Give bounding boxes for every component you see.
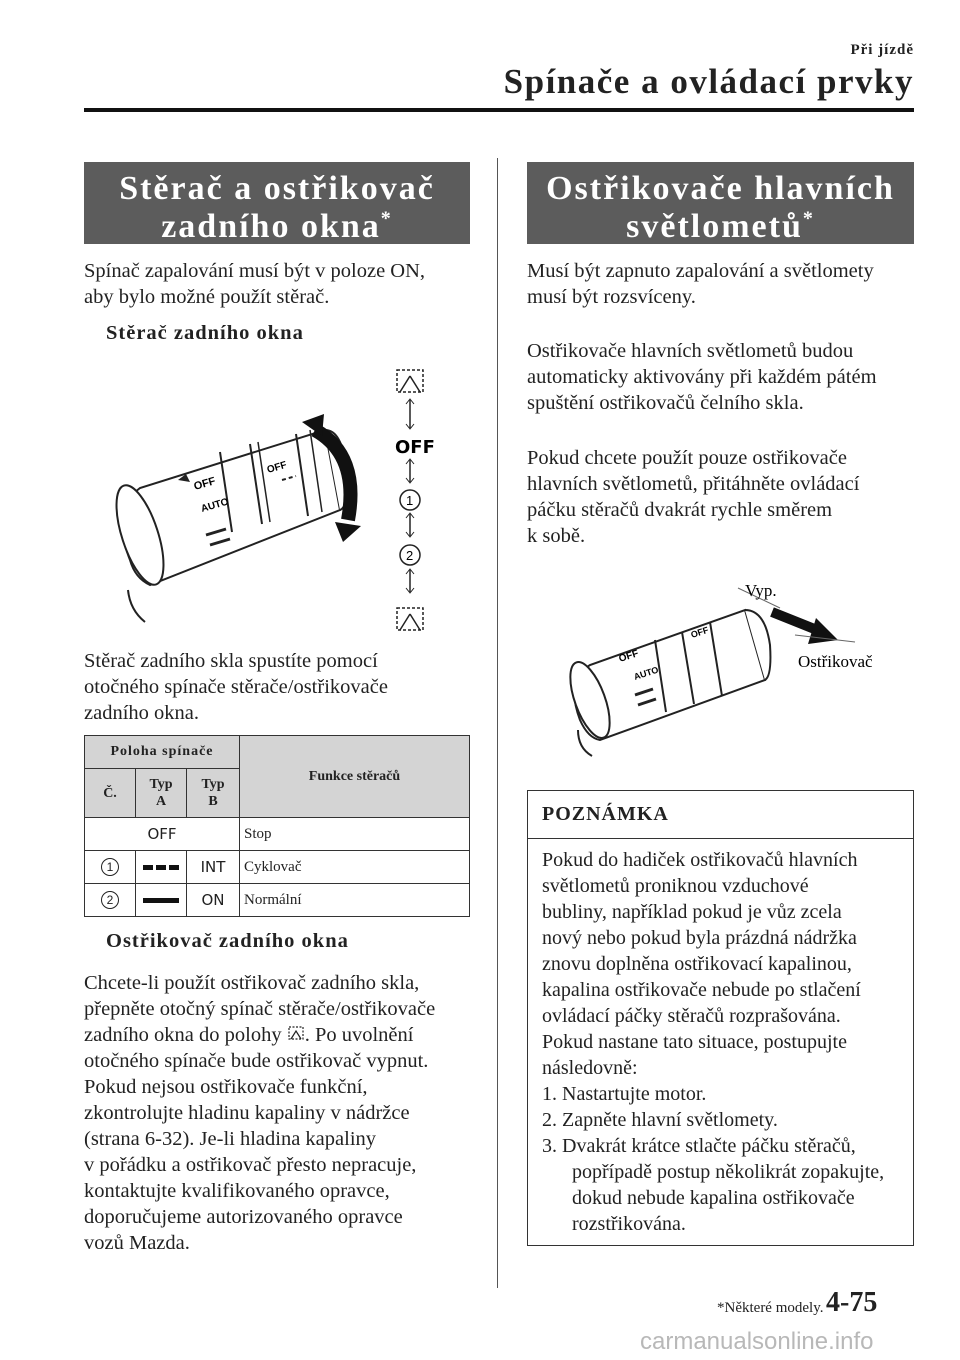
continuous-icon [143, 898, 179, 903]
list-item: 2. Zapněte hlavní světlomety. [542, 1109, 778, 1131]
intermittent-icon [143, 865, 179, 870]
th-type-b: Typ B [187, 769, 240, 818]
rear-wiper-lever-figure [110, 360, 450, 650]
wiper-position-table [84, 735, 470, 917]
desc-line2: otočného spínače stěrače/ostřikovače [84, 676, 388, 698]
note-title: POZNÁMKA [528, 791, 913, 839]
off-label: Vyp. [745, 581, 777, 600]
headlamp-washer-p3: Pokud chcete použít pouze ostřikovače hlavních světlometů, přitáhněte ovládací páčku stěračů dvakrát rychle směrem k sobě. [527, 447, 860, 547]
left-title-line1: Stěrač a ostřikovač [119, 170, 435, 207]
right-title-line2: světlometů [626, 208, 803, 245]
th-position: Poloha spínače [85, 736, 240, 769]
off-position-label: OFF [395, 437, 435, 458]
note-body: Pokud do hadiček ostřikovačů hlavních světlometů proniknou vzduchové bubliny, například pokud je vůz zcela nový nebo pokud byla prázdná nádržka znovu doplněna ostřikovací kapalinou, kapalina ostřikovače nebude po stlačení ovládací páčky stěračů rozprašována. Pokud nastane tato situace, postupujte následovně: 1. Nastartujte motor. 2. Zapněte hlavní světlomety. 3. Dvakrát krátce stlačte páčku stěračů, popřípadě postup několikrát zopakujte, dokud nebude kapalina ostřikovače rozstřikována. [528, 839, 913, 1237]
row-off-label: OFF [85, 818, 240, 851]
row1-type-b: INT [187, 851, 240, 884]
left-section-title [84, 162, 470, 244]
lever2-off2-text: OFF [689, 624, 710, 640]
table-row [85, 818, 470, 851]
headlamp-washer-p2: Ostřikovače hlavních světlometů budou automaticky aktivovány při každém pátém spuštění ostřikovačů čelního skla. [527, 340, 877, 414]
headlamp-washer-lever-figure [560, 580, 900, 760]
washer-label: Ostřikovač [798, 652, 873, 671]
th-function: Funkce stěračů [240, 736, 470, 818]
rear-washer-heading: Ostřikovač zadního okna [106, 930, 349, 952]
footnote: *Některé modely. [717, 1300, 824, 1316]
list-item: 3. Dvakrát krátce stlačte páčku stěračů, popřípadě postup několikrát zopakujte, dokud nebude kapalina ostřikovače rozstřikována. [542, 1135, 885, 1235]
row-off-function: Stop [240, 818, 470, 851]
header-rule [84, 108, 914, 112]
th-type-a: Typ A [136, 769, 187, 818]
lever2-auto-text: AUTO [632, 664, 660, 682]
row2-function: Normální [240, 884, 470, 917]
rear-wiper-heading: Stěrač zadního okna [106, 322, 304, 344]
right-section-title [527, 162, 914, 244]
column-divider [497, 158, 498, 1288]
left-intro-line1: Spínač zapalování musí být v poloze ON, [84, 260, 426, 282]
headlamp-washer-p1: Musí být zapnuto zapalování a světlomety musí být rozsvíceny. [527, 260, 874, 308]
row1-function: Cyklovač [240, 851, 470, 884]
th-no: Č. [85, 769, 136, 818]
table-row [85, 851, 470, 884]
left-title-star: * [380, 207, 393, 230]
lever-off-text: OFF [192, 475, 217, 493]
position-1-label: 1 [406, 493, 414, 508]
lever-off2-text: OFF [265, 459, 289, 476]
washer-icon-inline [287, 1025, 305, 1043]
washer-icon-bottom [397, 608, 423, 630]
note-steps [542, 1081, 903, 1237]
page-title: Spínače a ovládací prvky [503, 62, 914, 101]
lever2-off-text: OFF [617, 648, 640, 665]
desc-line3: zadního okna. [84, 702, 199, 724]
rear-wiper-description [84, 648, 484, 726]
table-row [85, 884, 470, 917]
lever-auto-text: AUTO [199, 496, 230, 515]
right-title-star: * [802, 207, 815, 230]
section-label: Při jízdě [850, 42, 914, 58]
left-intro-line2: aby bylo možné použít stěrač. [84, 286, 330, 308]
list-item: 1. Nastartujte motor. [542, 1083, 707, 1105]
rear-washer-description: Chcete-li použít ostřikovač zadního skla, přepněte otočný spínač stěrače/ostřikovače zadního okna do polohy . Po uvolnění otočného spínače bude ostřikovač vypnut. Pokud nejsou ostřikovače funkční, zkontrolujte hladinu kapaliny v nádržce (strana 6-32). Je-li hladina kapaliny v pořádku a ostřikovač přesto nepracuje, kontaktujte kvalifikovaného opravce, doporučujeme autorizovaného opravce vozů Mazda. [84, 972, 436, 1254]
right-title-line1: Ostřikovače hlavních [546, 170, 895, 207]
row2-number: 2 [101, 891, 119, 909]
left-intro [84, 258, 484, 310]
row1-number: 1 [101, 858, 119, 876]
note-box [527, 790, 914, 1246]
position-2-label: 2 [406, 548, 414, 563]
row2-type-b: ON [187, 884, 240, 917]
washer-icon [397, 370, 423, 392]
watermark: carmanualsonline.info [640, 1328, 874, 1355]
left-title-line2: zadního okna [161, 208, 381, 245]
desc-line1: Stěrač zadního skla spustíte pomocí [84, 650, 378, 672]
page-number: 4-75 [826, 1287, 878, 1318]
